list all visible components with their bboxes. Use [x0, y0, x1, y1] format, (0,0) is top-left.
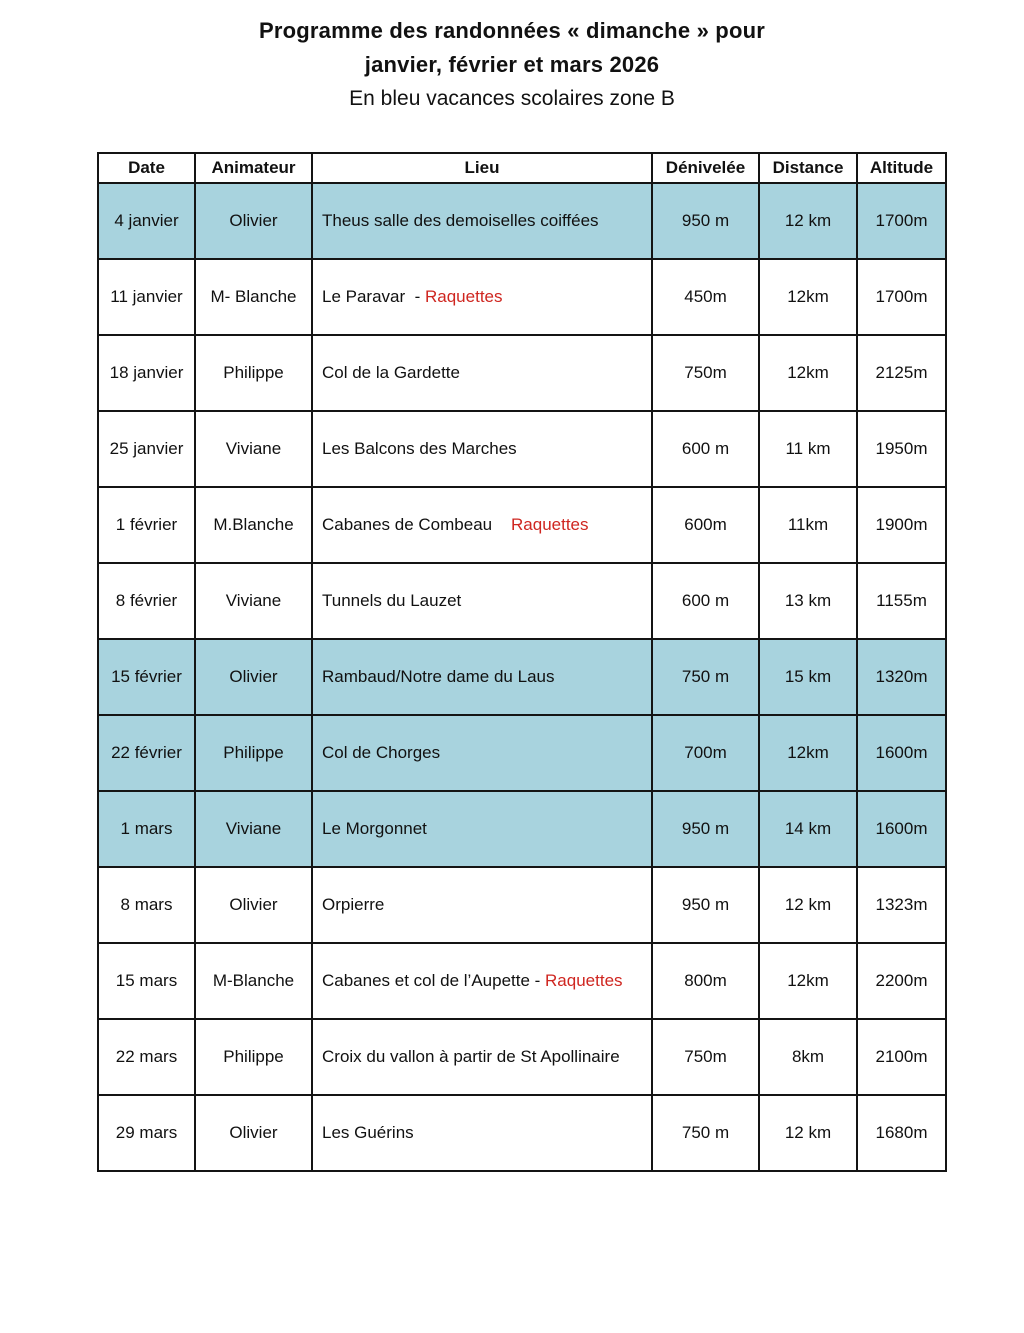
date-cell: 1 mars — [98, 791, 195, 867]
table-row — [98, 563, 946, 639]
animateur-cell: Olivier — [195, 867, 312, 943]
lieu-text: Les Guérins — [322, 1123, 414, 1142]
distance-cell: 12km — [759, 943, 857, 1019]
date-cell: 25 janvier — [98, 411, 195, 487]
denivelee-cell: 750 m — [652, 1095, 759, 1171]
column-header-denivelee: Dénivelée — [652, 153, 759, 183]
denivelee-cell: 450m — [652, 259, 759, 335]
denivelee-cell: 700m — [652, 715, 759, 791]
date-cell: 15 mars — [98, 943, 195, 1019]
table-row — [98, 639, 946, 715]
lieu-cell — [312, 791, 652, 867]
animateur-cell: Viviane — [195, 411, 312, 487]
distance-cell: 12 km — [759, 867, 857, 943]
lieu-cell — [312, 411, 652, 487]
hike-program-table — [97, 152, 947, 1172]
distance-cell: 15 km — [759, 639, 857, 715]
distance-cell: 11 km — [759, 411, 857, 487]
lieu-cell — [312, 1095, 652, 1171]
column-header-distance: Distance — [759, 153, 857, 183]
lieu-cell — [312, 715, 652, 791]
denivelee-cell: 750m — [652, 1019, 759, 1095]
lieu-text: Rambaud/Notre dame du Laus — [322, 667, 555, 686]
denivelee-cell: 950 m — [652, 183, 759, 259]
distance-cell: 14 km — [759, 791, 857, 867]
altitude-cell: 1700m — [857, 183, 946, 259]
raquettes-label: Raquettes — [511, 515, 589, 534]
lieu-cell — [312, 639, 652, 715]
table-row — [98, 335, 946, 411]
denivelee-cell: 950 m — [652, 867, 759, 943]
date-cell: 11 janvier — [98, 259, 195, 335]
table-row — [98, 867, 946, 943]
animateur-cell: Olivier — [195, 1095, 312, 1171]
altitude-cell: 1155m — [857, 563, 946, 639]
lieu-cell — [312, 335, 652, 411]
lieu-text: Le Morgonnet — [322, 819, 427, 838]
raquettes-label: Raquettes — [425, 287, 503, 306]
document-title-block — [0, 14, 1024, 116]
table-row — [98, 943, 946, 1019]
denivelee-cell: 950 m — [652, 791, 759, 867]
raquettes-label: Raquettes — [545, 971, 623, 990]
table-row — [98, 1019, 946, 1095]
subtitle-legend: En bleu vacances scolaires zone B — [349, 87, 675, 110]
date-cell: 8 mars — [98, 867, 195, 943]
lieu-text: Le Paravar - — [322, 287, 425, 306]
distance-cell: 13 km — [759, 563, 857, 639]
altitude-cell: 1323m — [857, 867, 946, 943]
animateur-cell: Viviane — [195, 563, 312, 639]
lieu-text: Col de Chorges — [322, 743, 441, 762]
animateur-cell: Philippe — [195, 335, 312, 411]
animateur-cell: Olivier — [195, 183, 312, 259]
lieu-cell — [312, 943, 652, 1019]
table-header — [98, 153, 946, 183]
date-cell: 18 janvier — [98, 335, 195, 411]
lieu-text: Croix du vallon à partir de St Apollinaire — [322, 1047, 620, 1066]
animateur-cell: Viviane — [195, 791, 312, 867]
altitude-cell: 1680m — [857, 1095, 946, 1171]
lieu-cell — [312, 183, 652, 259]
header-row — [98, 153, 946, 183]
date-cell: 8 février — [98, 563, 195, 639]
distance-cell: 12 km — [759, 183, 857, 259]
distance-cell: 11km — [759, 487, 857, 563]
column-header-altitude: Altitude — [857, 153, 946, 183]
title-line-1: Programme des randonnées « dimanche » pour — [259, 18, 765, 43]
denivelee-cell: 600 m — [652, 563, 759, 639]
animateur-cell: M.Blanche — [195, 487, 312, 563]
lieu-text: Theus salle des demoiselles coiffées — [322, 211, 599, 230]
lieu-text: Tunnels du Lauzet — [322, 591, 462, 610]
title-line-2: janvier, février et mars 2026 — [364, 52, 660, 77]
altitude-cell: 1950m — [857, 411, 946, 487]
lieu-cell — [312, 867, 652, 943]
lieu-text: Cabanes et col de l’Aupette - — [322, 971, 546, 990]
table-body — [98, 183, 946, 1171]
distance-cell: 12 km — [759, 1095, 857, 1171]
date-cell: 22 février — [98, 715, 195, 791]
lieu-text: Cabanes de Combeau — [322, 515, 512, 534]
altitude-cell: 2100m — [857, 1019, 946, 1095]
table-row — [98, 411, 946, 487]
denivelee-cell: 750m — [652, 335, 759, 411]
distance-cell: 12km — [759, 335, 857, 411]
altitude-cell: 1900m — [857, 487, 946, 563]
altitude-cell: 2125m — [857, 335, 946, 411]
denivelee-cell: 600m — [652, 487, 759, 563]
animateur-cell: Olivier — [195, 639, 312, 715]
date-cell: 22 mars — [98, 1019, 195, 1095]
altitude-cell: 1600m — [857, 791, 946, 867]
date-cell: 4 janvier — [98, 183, 195, 259]
lieu-text: Les Balcons des Marches — [322, 439, 517, 458]
lieu-cell — [312, 487, 652, 563]
distance-cell: 12km — [759, 259, 857, 335]
table-row — [98, 259, 946, 335]
distance-cell: 8km — [759, 1019, 857, 1095]
animateur-cell: M-Blanche — [195, 943, 312, 1019]
column-header-lieu: Lieu — [312, 153, 652, 183]
lieu-cell — [312, 259, 652, 335]
table-row — [98, 487, 946, 563]
date-cell: 1 février — [98, 487, 195, 563]
lieu-cell — [312, 563, 652, 639]
lieu-text: Orpierre — [322, 895, 385, 914]
denivelee-cell: 600 m — [652, 411, 759, 487]
column-header-date: Date — [98, 153, 195, 183]
distance-cell: 12km — [759, 715, 857, 791]
table-row — [98, 715, 946, 791]
denivelee-cell: 750 m — [652, 639, 759, 715]
animateur-cell: M- Blanche — [195, 259, 312, 335]
table-row — [98, 1095, 946, 1171]
animateur-cell: Philippe — [195, 715, 312, 791]
table-row — [98, 791, 946, 867]
altitude-cell: 1320m — [857, 639, 946, 715]
column-header-animateur: Animateur — [195, 153, 312, 183]
lieu-cell — [312, 1019, 652, 1095]
altitude-cell: 1700m — [857, 259, 946, 335]
altitude-cell: 1600m — [857, 715, 946, 791]
date-cell: 15 février — [98, 639, 195, 715]
animateur-cell: Philippe — [195, 1019, 312, 1095]
date-cell: 29 mars — [98, 1095, 195, 1171]
denivelee-cell: 800m — [652, 943, 759, 1019]
table-row — [98, 183, 946, 259]
lieu-text: Col de la Gardette — [322, 363, 460, 382]
altitude-cell: 2200m — [857, 943, 946, 1019]
